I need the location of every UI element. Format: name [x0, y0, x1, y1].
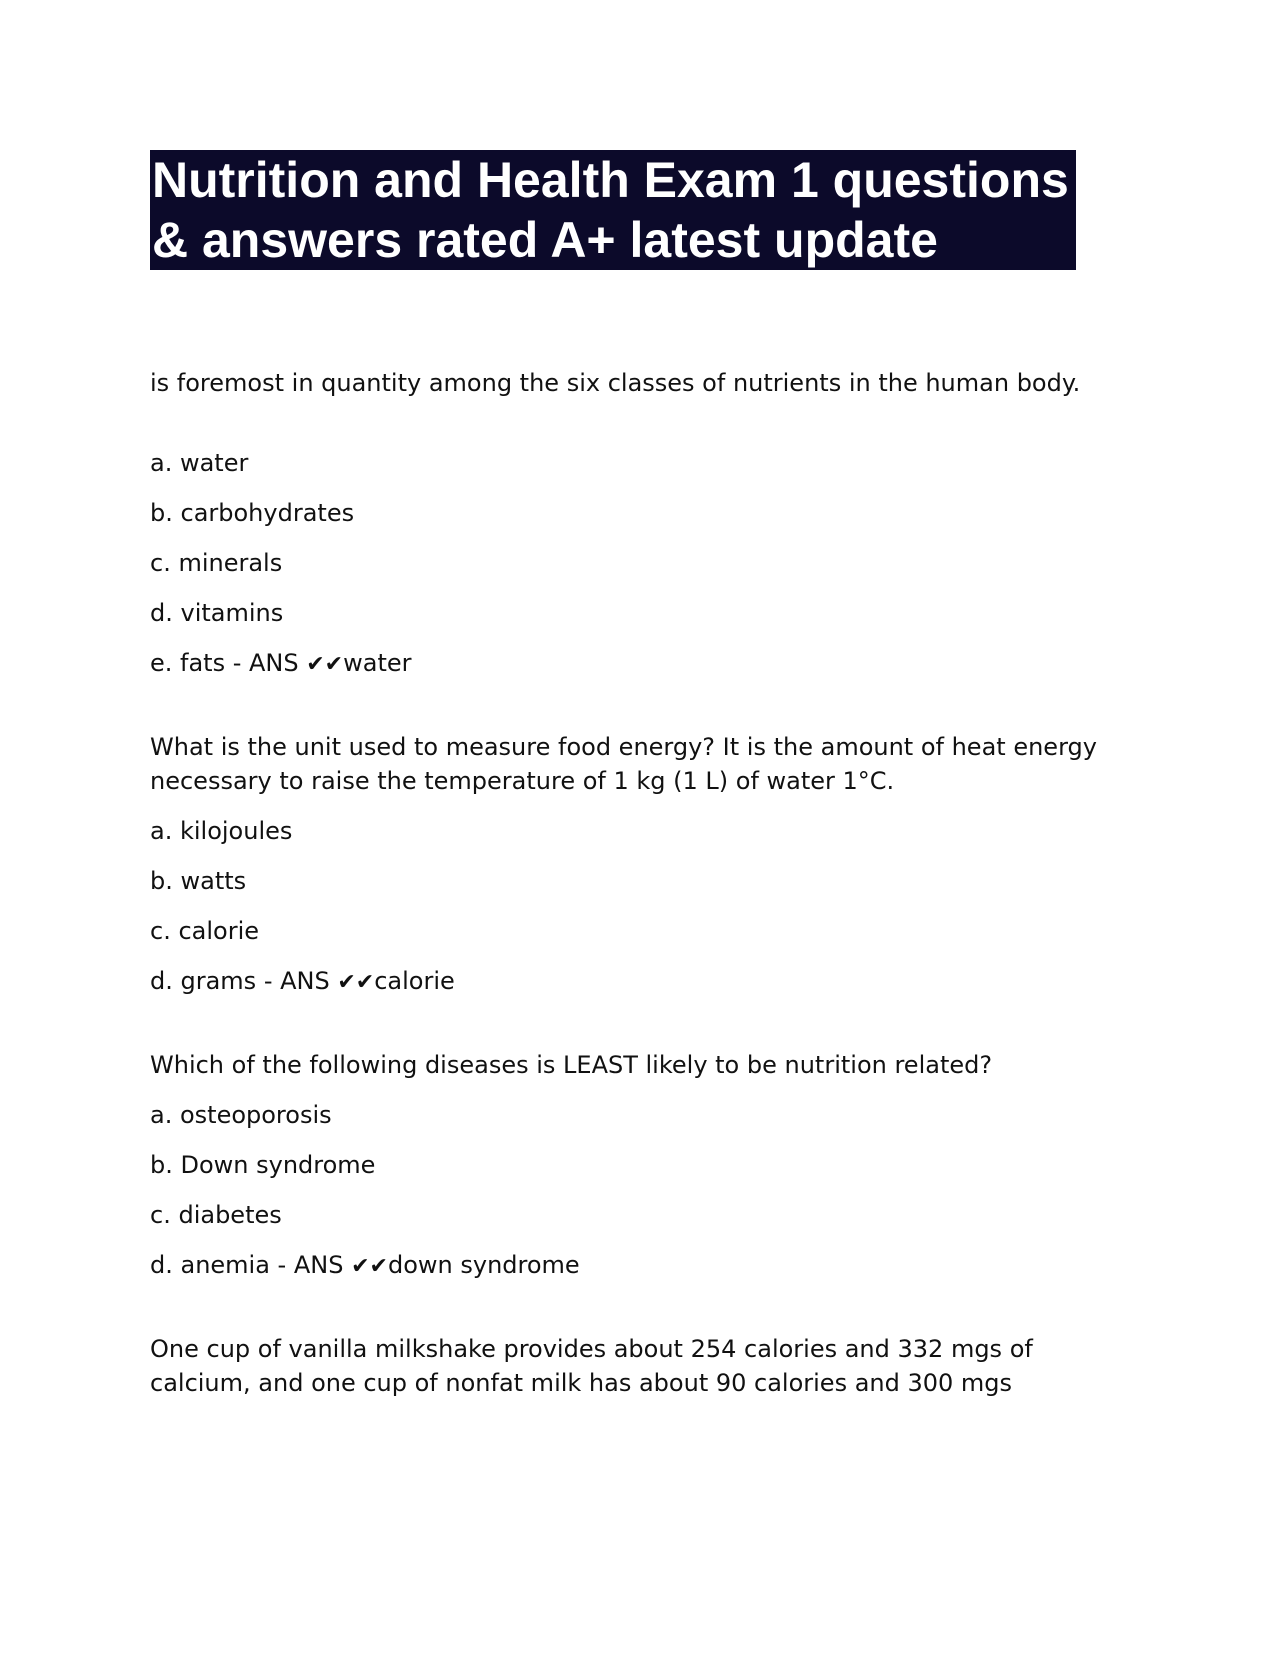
question-1-option-c: c. minerals	[150, 549, 283, 577]
question-2-option-c: c. calorie	[150, 917, 260, 945]
question-3-option-d-text: d. anemia - ANS	[150, 1251, 352, 1279]
question-3-answer: down syndrome	[387, 1251, 580, 1279]
check-mark-icon: ✔✔	[337, 970, 375, 995]
question-1-option-b: b. carbohydrates	[150, 499, 355, 527]
question-4-stem: One cup of vanilla milkshake provides about 254 calories and 332 mgs of calcium, and one cup of nonfat milk has about 90 calories and 300 mgs	[150, 1335, 1033, 1397]
question-1-option-e	[150, 646, 1140, 682]
title-line-2: & answers rated A+ latest update	[152, 212, 938, 268]
document-body	[150, 366, 1140, 1448]
question-3-option-c: c. diabetes	[150, 1201, 282, 1229]
question-1-stem: is foremost in quantity among the six classes of nutrients in the human body.	[150, 369, 1081, 397]
question-2-answer: calorie	[374, 967, 455, 995]
check-mark-icon: ✔✔	[306, 652, 344, 677]
question-3-option-a: a. osteoporosis	[150, 1101, 332, 1129]
question-2-option-a: a. kilojoules	[150, 817, 293, 845]
title-line-1: Nutrition and Health Exam 1 questions	[152, 152, 1069, 208]
question-2-option-b: b. watts	[150, 867, 247, 895]
question-2-option-d	[150, 964, 1140, 1000]
question-1-option-e-text: e. fats - ANS	[150, 649, 307, 677]
question-3-option-b: b. Down syndrome	[150, 1151, 376, 1179]
question-1-answer: water	[343, 649, 412, 677]
question-1-option-d: d. vitamins	[150, 599, 284, 627]
question-1-option-a: a. water	[150, 449, 249, 477]
question-3-stem: Which of the following diseases is LEAST likely to be nutrition related?	[150, 1051, 993, 1079]
title-banner	[150, 150, 1076, 270]
question-2-stem: What is the unit used to measure food energy? It is the amount of heat energy necessary to raise the temperature of 1 kg (1 L) of water 1°C.	[150, 733, 1097, 795]
question-1	[150, 366, 1140, 682]
question-2-option-d-text: d. grams - ANS	[150, 967, 338, 995]
question-2	[150, 730, 1140, 1000]
question-3	[150, 1048, 1140, 1284]
question-3-option-d	[150, 1248, 1140, 1284]
check-mark-icon: ✔✔	[351, 1254, 388, 1279]
question-4	[150, 1332, 1140, 1400]
